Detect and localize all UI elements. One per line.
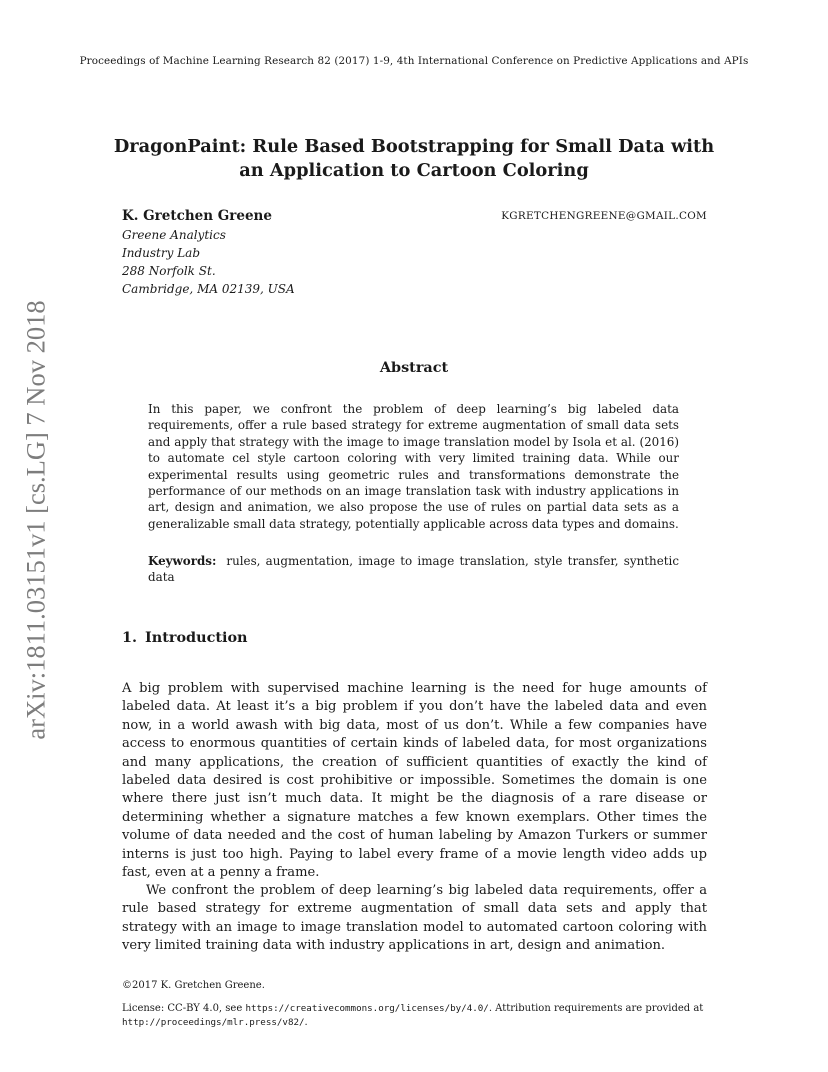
abstract-body	[148, 401, 679, 532]
section-heading	[122, 629, 248, 646]
affiliation-line: Greene Analytics	[122, 228, 226, 242]
intro-paragraph-2: We confront the problem of deep learning’s big labeled data requirements, offer a rule based strategy for extreme augmentation of small data sets and apply that strategy with an image to image translation model to automated cartoon coloring with very limited training data with industry applications in art, design and animation.	[122, 883, 707, 954]
affiliation-line: 288 Norfolk St.	[122, 264, 216, 278]
author-name: K. Gretchen Greene	[122, 208, 272, 224]
section-title: Introduction	[145, 629, 248, 646]
proceedings-link[interactable]: http://proceedings/mlr.press/v82/	[122, 1017, 305, 1029]
paper-title-line-1: DragonPaint: Rule Based Bootstrapping for Small Data with	[113, 136, 715, 157]
arxiv-identifier-stamp: arXiv:1811.03151v1 [cs.LG] 7 Nov 2018	[20, 300, 51, 740]
affiliation-line: Industry Lab	[122, 246, 200, 260]
license-middle: . Attribution requirements are provided at	[488, 1003, 704, 1014]
author-email: KGRETCHENGREENE@GMAIL.COM	[501, 210, 707, 222]
license-end: .	[304, 1017, 308, 1029]
section-number: 1.	[122, 629, 138, 646]
intro-paragraph-1: A big problem with supervised machine learning is the need for huge amounts of labeled data. At least it’s a big problem if you don’t have the labeled data and even now, in a world awash with big data, most of us don’t. While a few companies have access to enormous quantities of certain kinds of labeled data, for most organizations and many applications, the creation of sufficient quantities of exactly the kind of labeled data desired is cost prohibitive or impossible. Sometimes the domain is one where there just isn’t much data. It might be the diagnosis of a rare disease or determining whether a signature matches a few known exemplars. Other times the volume of data needed and the cost of human labeling by Amazon Turkers or summer interns is just too high. Paying to label every frame of a movie length video adds up fast, even at a penny a frame.	[122, 681, 707, 881]
keywords	[148, 553, 679, 586]
copyright-notice: ©2017 K. Gretchen Greene.	[122, 980, 265, 991]
running-header: Proceedings of Machine Learning Research 82 (2017) 1-9, 4th International Conference on Predictive Applications and APIs	[79, 55, 749, 67]
paper-title	[0, 135, 828, 183]
keywords-label: Keywords:	[148, 554, 217, 568]
abstract-text: In this paper, we confront the problem of deep learning’s big labeled data requirements, offer a rule based strategy for extreme augmentation of small data sets and apply that strategy with the image to image translation model by Isola et al. (2016) to automate cel style cartoon coloring with very limited training data. While our experimental results using geometric rules and transformations demonstrate the performance of our methods on an image translation task with industry applications in art, design and animation, we also propose the use of rules on partial data sets as a generalizable small data strategy, potentially applicable across data types and domains.	[148, 402, 679, 531]
license-notice	[122, 1002, 707, 1030]
paper-title-line-2: an Application to Cartoon Coloring	[239, 160, 589, 181]
affiliation-line: Cambridge, MA 02139, USA	[122, 282, 295, 296]
abstract-heading: Abstract	[379, 359, 449, 376]
license-link[interactable]: https://creativecommons.org/licenses/by/4.0/	[245, 1003, 489, 1014]
license-prefix: License: CC-BY 4.0, see	[122, 1003, 246, 1014]
keywords-text: rules, augmentation, image to image translation, style transfer, synthetic data	[148, 554, 679, 585]
